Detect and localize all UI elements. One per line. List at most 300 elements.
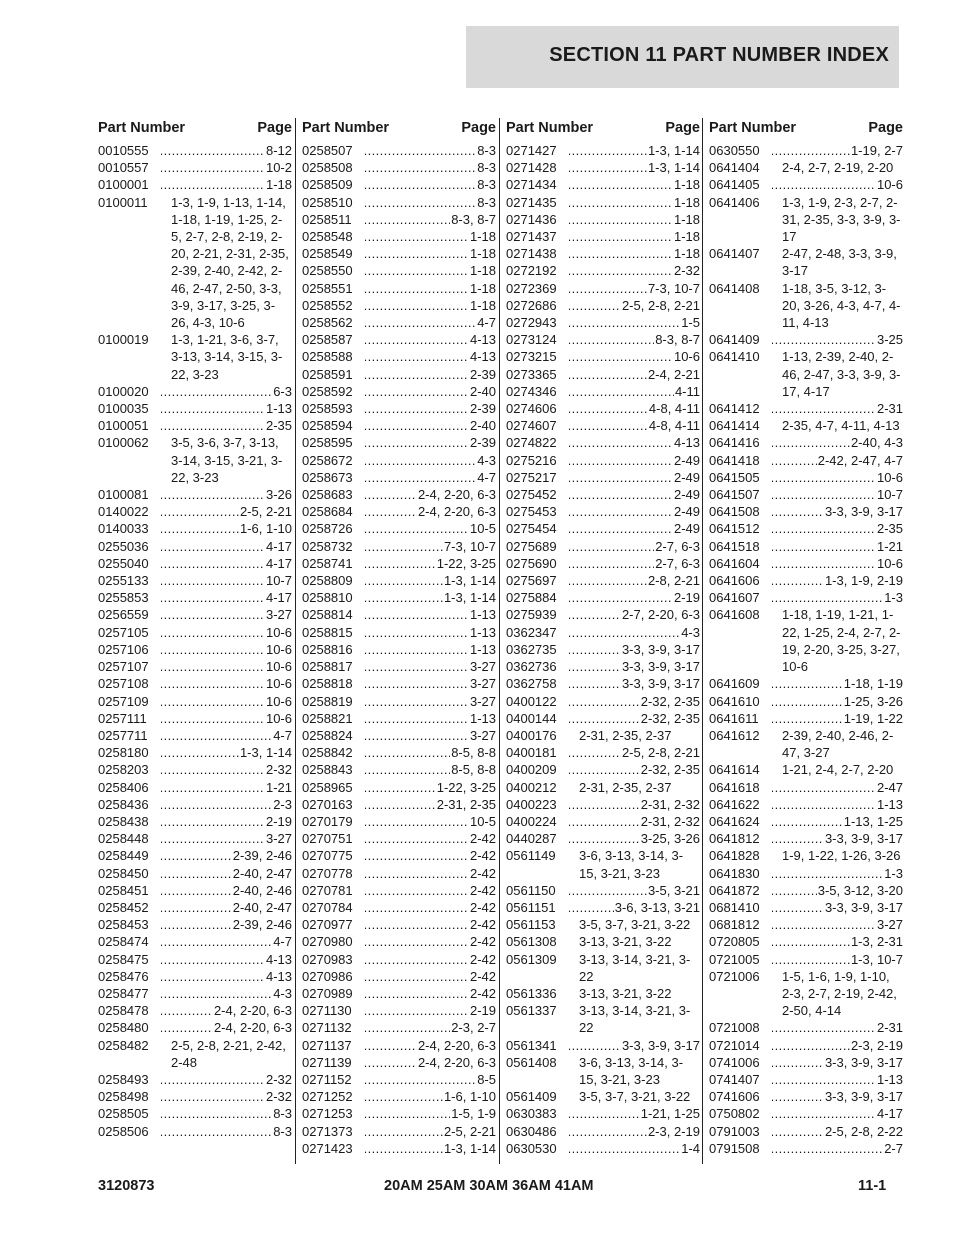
part-number: 0271139 — [302, 1054, 352, 1070]
part-number: 0641812 — [709, 831, 760, 847]
page-reference — [569, 1140, 700, 1157]
page-reference — [365, 503, 496, 520]
page-reference — [161, 951, 292, 968]
page-reference-text: 4-7 — [273, 934, 292, 950]
index-entry — [709, 280, 903, 332]
part-number: 0270163 — [302, 796, 353, 812]
page-reference — [161, 555, 292, 572]
part-number: 0641505 — [709, 469, 760, 485]
page-reference-text: 2-3, 2-7 — [451, 1020, 496, 1036]
page-reference-text: 2-4, 2-20, 6-3 — [417, 487, 496, 503]
page-reference-text: 3-3, 3-9, 3-17 — [621, 1037, 700, 1053]
page-reference — [365, 779, 496, 796]
page-reference — [365, 658, 496, 675]
page-reference-text: 1-13 — [876, 1071, 903, 1087]
part-number: 0721014 — [709, 1037, 760, 1053]
index-entry — [506, 830, 700, 847]
index-entry — [709, 899, 903, 916]
part-number: 0561336 — [506, 985, 557, 1001]
index-entry — [506, 916, 700, 933]
part-number: 0630383 — [506, 1106, 557, 1122]
page-reference — [161, 624, 292, 641]
page-reference-text: 1-13 — [876, 796, 903, 812]
part-number: 0256559 — [98, 607, 149, 623]
part-number: 0258510 — [302, 194, 353, 210]
page-reference — [161, 710, 292, 727]
page-reference: 1-9, 1-22, 1-26, 3-26 — [782, 848, 901, 864]
page-reference: 1-21, 2-4, 2-7, 2-20 — [782, 762, 894, 778]
index-entry — [98, 142, 292, 159]
page-reference-text: 2-32 — [673, 263, 700, 279]
index-entry — [98, 589, 292, 606]
part-number: 0257105 — [98, 624, 149, 640]
page-reference — [365, 968, 496, 985]
index-entry — [302, 761, 496, 778]
page-reference — [161, 899, 292, 916]
index-entry — [302, 710, 496, 727]
page-reference-text: 3-3, 3-9, 3-17 — [824, 1054, 903, 1070]
part-number: 0258551 — [302, 280, 353, 296]
part-number: 0257111 — [98, 710, 147, 726]
page-reference — [365, 951, 496, 968]
index-entry — [709, 916, 903, 933]
page-reference-text: 2-31 — [876, 1020, 903, 1036]
page-reference — [772, 1054, 903, 1071]
part-number: 0258508 — [302, 160, 353, 176]
index-entry — [506, 933, 700, 950]
page-reference-text: 2-5, 2-8, 2-21 — [621, 297, 700, 313]
part-number: 0258552 — [302, 297, 353, 313]
page-reference — [365, 1140, 496, 1157]
index-entry — [506, 606, 700, 623]
index-entry — [98, 865, 292, 882]
part-number: 0275216 — [506, 452, 557, 468]
page-reference — [569, 452, 700, 469]
part-number: 0258507 — [302, 143, 353, 158]
index-entry — [98, 176, 292, 193]
page-reference — [569, 228, 700, 245]
page-reference-text: 2-49 — [673, 504, 700, 520]
part-number: 0641606 — [709, 573, 760, 589]
index-entry — [506, 417, 700, 434]
index-entry — [506, 761, 700, 778]
index-entry — [506, 503, 700, 520]
part-number: 0258509 — [302, 177, 353, 193]
page-reference — [365, 1054, 496, 1071]
page-reference-text: 1-19, 2-7 — [850, 143, 903, 158]
index-entry — [709, 486, 903, 503]
page-reference — [569, 538, 700, 555]
part-number: 0258436 — [98, 796, 149, 812]
index-entry — [709, 469, 903, 486]
index-entry — [98, 434, 292, 486]
index-entry — [98, 916, 292, 933]
index-entry — [98, 744, 292, 761]
page-reference-text: 2-40, 2-47 — [232, 899, 292, 915]
page-reference — [569, 882, 700, 899]
part-number: 0400144 — [506, 710, 557, 726]
part-number-heading: Part Number — [98, 120, 186, 136]
part-number: 0641872 — [709, 882, 760, 898]
part-number: 0641607 — [709, 590, 760, 606]
part-number: 0721005 — [709, 951, 760, 967]
index-entry — [302, 624, 496, 641]
page-reference-text: 2-42 — [469, 882, 496, 898]
part-number: 0791508 — [709, 1140, 760, 1156]
page-reference-text: 2-4, 2-20, 6-3 — [213, 1020, 292, 1036]
part-number: 0272192 — [506, 263, 557, 279]
page-reference — [772, 176, 903, 193]
index-entry — [302, 1123, 496, 1140]
page-reference — [569, 297, 700, 314]
part-number: 0274606 — [506, 401, 557, 417]
index-entry — [302, 469, 496, 486]
part-number: 0271373 — [302, 1123, 353, 1139]
part-number: 0274346 — [506, 383, 557, 399]
page-reference — [365, 847, 496, 864]
part-number: 0140022 — [98, 504, 149, 520]
page-reference — [365, 985, 496, 1002]
page-reference — [772, 469, 903, 486]
index-entry — [98, 761, 292, 778]
page-reference — [569, 899, 700, 916]
part-number: 0258477 — [98, 985, 149, 1001]
index-entry — [98, 675, 292, 692]
part-number: 0271438 — [506, 246, 557, 262]
index-entry — [98, 951, 292, 968]
part-number: 0362735 — [506, 641, 557, 657]
index-entry — [506, 1054, 700, 1088]
part-number: 0258819 — [302, 693, 353, 709]
page-reference-text: 2-19 — [673, 590, 700, 606]
part-number: 0258814 — [302, 607, 353, 623]
page-reference-text: 1-18 — [469, 229, 496, 245]
part-number: 0270989 — [302, 985, 353, 1001]
part-number: 0681812 — [709, 917, 760, 933]
page-reference-text: 2-40 — [469, 383, 496, 399]
page-reference — [161, 968, 292, 985]
part-number: 0258843 — [302, 762, 353, 778]
index-entry — [98, 899, 292, 916]
index-entry — [709, 847, 903, 864]
index-entry — [98, 606, 292, 623]
page-reference-text: 1-3, 1-14 — [443, 1140, 496, 1156]
page-reference — [161, 882, 292, 899]
index-entry — [506, 847, 700, 881]
page-reference — [365, 211, 496, 228]
page-reference-text: 3-27 — [876, 917, 903, 933]
part-number: 0258594 — [302, 418, 353, 434]
page-reference-text: 10-5 — [469, 521, 496, 537]
page-reference-text: 4-13 — [469, 349, 496, 365]
page-reference — [161, 417, 292, 434]
index-entry — [506, 194, 700, 211]
part-number: 0561309 — [506, 951, 557, 967]
part-number: 0270784 — [302, 899, 353, 915]
page-reference-text: 10-5 — [469, 813, 496, 829]
page-reference — [772, 452, 903, 469]
index-entry — [98, 1019, 292, 1036]
part-number: 0270778 — [302, 865, 353, 881]
index-entry — [302, 1140, 496, 1157]
part-number: 0741606 — [709, 1089, 760, 1105]
page-reference-text: 2-42 — [469, 917, 496, 933]
part-number: 0271434 — [506, 177, 557, 193]
index-entry — [506, 1002, 700, 1036]
index-entry — [302, 1037, 496, 1054]
page-reference-text: 1-21 — [876, 538, 903, 554]
page-reference — [161, 176, 292, 193]
index-entry — [98, 400, 292, 417]
index-entry — [302, 933, 496, 950]
part-number: 0258965 — [302, 779, 353, 795]
page-reference-text: 1-13 — [469, 624, 496, 640]
page-reference — [772, 1140, 903, 1157]
page-reference — [772, 1019, 903, 1036]
index-entry — [98, 933, 292, 950]
index-entry — [98, 486, 292, 503]
page-reference-text: 2-31, 2-35 — [436, 796, 496, 812]
index-entry — [709, 882, 903, 899]
page-reference-text: 2-40, 2-47 — [232, 865, 292, 881]
index-entry — [302, 245, 496, 262]
part-number: 0258816 — [302, 641, 353, 657]
part-number: 0681410 — [709, 899, 760, 915]
page-reference-text: 4-13 — [265, 968, 292, 984]
page-reference — [569, 280, 700, 297]
part-number: 0258451 — [98, 882, 149, 898]
part-number: 0258741 — [302, 555, 353, 571]
index-entry — [709, 503, 903, 520]
index-entry — [98, 830, 292, 847]
part-number-heading: Part Number — [302, 120, 390, 136]
part-number: 0561409 — [506, 1089, 557, 1105]
page-reference — [365, 589, 496, 606]
index-entry — [506, 159, 700, 176]
page-reference — [569, 1037, 700, 1054]
index-entry — [506, 1037, 700, 1054]
page-reference-text: 2-5, 2-8, 2-22 — [824, 1123, 903, 1139]
index-entry — [302, 606, 496, 623]
part-number: 0258505 — [98, 1106, 149, 1122]
index-entry — [302, 830, 496, 847]
page-reference-text: 1-21 — [265, 779, 292, 795]
index-entry — [709, 951, 903, 968]
page-reference-text: 3-26 — [265, 487, 292, 503]
entry-list — [709, 142, 903, 1157]
page-reference-text: 2-42 — [469, 951, 496, 967]
page-reference — [772, 693, 903, 710]
section-header — [466, 26, 899, 88]
part-number: 0258498 — [98, 1089, 149, 1105]
page-reference — [569, 710, 700, 727]
page-reference-text: 10-6 — [265, 641, 292, 657]
page-reference-text: 2-32 — [265, 1089, 292, 1105]
index-entry — [709, 572, 903, 589]
part-number: 0255040 — [98, 555, 149, 571]
index-entry — [302, 589, 496, 606]
part-number: 0270781 — [302, 882, 353, 898]
page-reference-text: 3-3, 3-9, 3-17 — [824, 899, 903, 915]
page-reference-text: 1-13 — [469, 607, 496, 623]
index-entry — [302, 899, 496, 916]
part-number: 0100020 — [98, 383, 149, 399]
index-entry — [98, 159, 292, 176]
part-number: 0258453 — [98, 917, 149, 933]
page-reference — [772, 142, 903, 159]
index-entry — [709, 400, 903, 417]
page-reference-text: 3-3, 3-9, 3-17 — [824, 1089, 903, 1105]
page-reference-text: 3-3, 3-9, 3-17 — [824, 831, 903, 847]
page-reference — [161, 1123, 292, 1140]
page-reference-text: 3-3, 3-9, 3-17 — [621, 641, 700, 657]
part-number: 0641410 — [709, 349, 760, 365]
part-number: 0258474 — [98, 934, 149, 950]
index-entry — [302, 503, 496, 520]
page-reference — [161, 572, 292, 589]
page-reference: 3-5, 3-7, 3-21, 3-22 — [579, 1089, 691, 1105]
part-number: 0741006 — [709, 1054, 760, 1070]
index-entry — [506, 400, 700, 417]
part-number: 0258726 — [302, 521, 353, 537]
part-number: 0271132 — [302, 1020, 352, 1036]
page-reference — [161, 727, 292, 744]
page-reference — [365, 916, 496, 933]
page-reference-text: 1-13, 1-25 — [843, 813, 903, 829]
index-entry — [302, 452, 496, 469]
page-reference — [365, 452, 496, 469]
page-reference-text: 3-6, 3-13, 3-21 — [614, 899, 700, 915]
page-reference — [365, 555, 496, 572]
part-number: 0258592 — [302, 383, 353, 399]
index-entry — [98, 641, 292, 658]
page-reference — [365, 194, 496, 211]
page-reference — [161, 142, 292, 159]
index-entry — [98, 1105, 292, 1122]
page-reference — [772, 813, 903, 830]
page-reference — [772, 830, 903, 847]
part-number: 0258448 — [98, 831, 149, 847]
index-entry — [506, 572, 700, 589]
part-number: 0258476 — [98, 968, 149, 984]
index-entry — [709, 417, 903, 434]
page-reference — [365, 1019, 496, 1036]
page-reference — [569, 830, 700, 847]
page-reference — [772, 503, 903, 520]
index-entry — [506, 951, 700, 985]
page-reference — [365, 813, 496, 830]
page-reference: 3-6, 3-13, 3-14, 3-15, 3-21, 3-23 — [579, 1054, 684, 1087]
page-reference-text: 7-3, 10-7 — [647, 280, 700, 296]
part-number: 0258406 — [98, 779, 149, 795]
part-number: 0400209 — [506, 762, 557, 778]
part-number: 0257107 — [98, 659, 149, 675]
page-reference-text: 8-3, 8-7 — [451, 211, 496, 227]
page-reference-text: 3-25, 3-26 — [640, 831, 700, 847]
page-reference-text: 1-18 — [673, 194, 700, 210]
page-reference — [772, 1088, 903, 1105]
page-reference — [161, 400, 292, 417]
index-entry — [302, 675, 496, 692]
page-reference-text: 1-18 — [265, 177, 292, 193]
part-number: 0641416 — [709, 435, 760, 451]
part-number: 0100051 — [98, 418, 149, 434]
part-number: 0641610 — [709, 693, 760, 709]
part-number: 0362758 — [506, 676, 557, 692]
page-reference-text: 2-42 — [469, 831, 496, 847]
page-reference — [569, 589, 700, 606]
page-reference-text: 1-3, 1-14 — [647, 160, 700, 176]
page-reference-text: 3-5, 3-21 — [647, 882, 700, 898]
part-number: 0258587 — [302, 332, 353, 348]
page-reference-text: 2-7, 6-3 — [655, 555, 700, 571]
page-reference — [161, 1088, 292, 1105]
page-reference — [161, 538, 292, 555]
page-reference — [161, 1019, 292, 1036]
page-reference-text: 4-17 — [265, 590, 292, 606]
part-number: 0561150 — [506, 882, 556, 898]
page-reference-text: 2-42 — [469, 899, 496, 915]
page-reference-text: 2-32 — [265, 1071, 292, 1087]
index-entry — [506, 383, 700, 400]
page-reference: 2-4, 2-7, 2-19, 2-20 — [782, 160, 894, 176]
index-entry — [506, 452, 700, 469]
page-reference — [772, 1105, 903, 1122]
part-number: 0641418 — [709, 452, 760, 468]
page-reference-text: 2-39, 2-46 — [232, 917, 292, 933]
index-entry — [302, 658, 496, 675]
index-entry — [506, 314, 700, 331]
page-reference-text: 4-7 — [273, 727, 292, 743]
page-reference — [772, 951, 903, 968]
page-reference — [772, 675, 903, 692]
index-entry — [98, 555, 292, 572]
page-reference — [772, 1123, 903, 1140]
part-number: 0362347 — [506, 624, 557, 640]
page-reference — [569, 624, 700, 641]
page-reference — [161, 675, 292, 692]
part-number: 0641408 — [709, 280, 760, 296]
page-reference-text: 1-18 — [469, 246, 496, 262]
index-entry — [302, 1019, 496, 1036]
index-entry — [98, 727, 292, 744]
index-entry — [709, 520, 903, 537]
page-reference — [569, 383, 700, 400]
part-number: 0100011 — [98, 194, 148, 210]
part-number: 0258672 — [302, 452, 353, 468]
page-reference-text: 3-27 — [469, 676, 496, 692]
part-number: 0257106 — [98, 641, 149, 657]
page-reference-text: 2-32, 2-35 — [640, 710, 700, 726]
page-reference-text: 2-3, 2-19 — [647, 1123, 700, 1139]
index-entry — [98, 520, 292, 537]
page-reference-text: 2-4, 2-20, 6-3 — [417, 1054, 496, 1070]
page-reference — [365, 796, 496, 813]
page-reference — [161, 520, 292, 537]
page-reference-text: 4-13 — [265, 951, 292, 967]
page-reference-text: 2-40 — [469, 418, 496, 434]
part-number: 0275217 — [506, 469, 557, 485]
page-reference-text: 2-39 — [469, 401, 496, 417]
index-entry — [302, 1054, 496, 1071]
index-entry — [709, 434, 903, 451]
page-reference — [365, 366, 496, 383]
page-reference — [569, 761, 700, 778]
part-number: 0100081 — [98, 487, 149, 503]
index-entry — [506, 142, 700, 159]
page-reference — [161, 865, 292, 882]
part-number: 0641508 — [709, 504, 760, 520]
